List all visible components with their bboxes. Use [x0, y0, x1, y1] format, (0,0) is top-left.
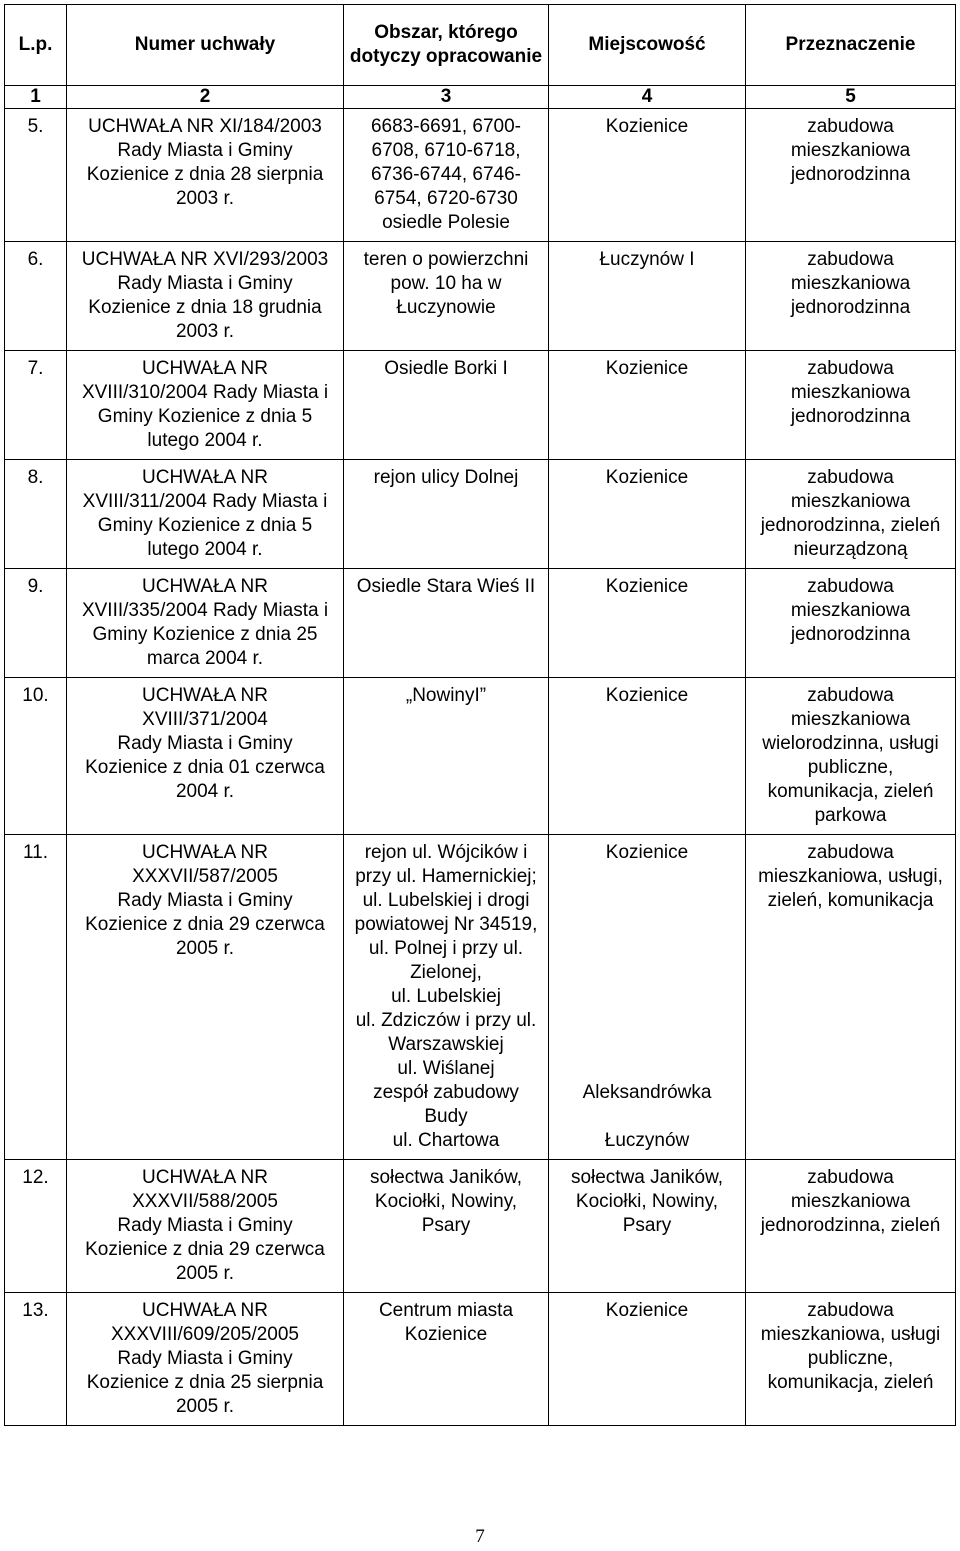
cell-line [551, 1105, 743, 1129]
cell-line: Kozienice [605, 842, 689, 863]
column-number: 3 [344, 86, 549, 109]
cell-line: mieszkaniowa [790, 382, 911, 403]
cell-line: ul. Lubelskiej i drogi [362, 890, 530, 911]
resolution-number-cell [67, 1160, 344, 1293]
cell-line: sołectwa Janików, [570, 1167, 724, 1188]
area-cell [344, 351, 549, 460]
purpose-cell [746, 109, 956, 242]
cell-line: Gminy Kozienice z dnia 5 [97, 406, 313, 427]
cell-line: Rady Miasta i Gminy [117, 733, 293, 754]
cell-line: UCHWAŁA NR [142, 467, 268, 488]
table-row [5, 351, 956, 460]
cell-line: Kociołki, Nowiny, [374, 1191, 518, 1212]
resolution-number-cell [67, 460, 344, 569]
cell-line: przy ul. Hamernickiej; [355, 866, 537, 887]
cell-line: pow. 10 ha w [390, 273, 502, 294]
cell-line: zabudowa [807, 358, 894, 379]
cell-line: publiczne, [807, 1348, 894, 1369]
table-body [5, 109, 956, 1426]
cell-line: Kozienice [605, 685, 689, 706]
cell-line: zabudowa [807, 685, 894, 706]
purpose-cell [746, 242, 956, 351]
locality-cell [549, 351, 746, 460]
cell-line: Kozienice [605, 576, 689, 597]
cell-line: zabudowa [807, 576, 894, 597]
cell-line: zabudowa [807, 467, 894, 488]
cell-line: Rady Miasta i Gminy [117, 140, 293, 161]
column-number: 1 [5, 86, 67, 109]
locality-cell [549, 835, 746, 1160]
cell-line: komunikacja, zieleń [767, 781, 934, 802]
area-cell [344, 460, 549, 569]
cell-line: 2005 r. [175, 1396, 235, 1417]
cell-line: mieszkaniowa [790, 600, 911, 621]
cell-line: jednorodzinna [790, 297, 911, 318]
cell-line: Psary [421, 1215, 471, 1236]
cell-line [551, 889, 743, 913]
row-number-cell: 5. [5, 109, 67, 242]
cell-line: powiatowej Nr 34519, [354, 914, 538, 935]
area-cell [344, 835, 549, 1160]
cell-line: XVIII/335/2004 Rady Miasta i [81, 600, 329, 621]
cell-line [551, 1009, 743, 1033]
area-cell [344, 1160, 549, 1293]
cell-line: ul. Polnej i przy ul. [368, 938, 524, 959]
cell-line: Osiedle Stara Wieś II [356, 576, 536, 597]
column-number-row [5, 86, 956, 109]
cell-line: ul. Wiślanej [397, 1058, 495, 1079]
purpose-cell [746, 460, 956, 569]
area-cell [344, 109, 549, 242]
cell-line: Łuczynów I [599, 249, 695, 270]
cell-line: mieszkaniowa [790, 491, 911, 512]
cell-line: 2003 r. [175, 188, 235, 209]
header-numer-uchwaly: Numer uchwały [67, 5, 344, 86]
cell-line: Psary [622, 1215, 672, 1236]
cell-line: wielorodzinna, usługi [762, 733, 939, 754]
cell-line: Aleksandrówka [582, 1082, 712, 1103]
table-row [5, 835, 956, 1160]
cell-line: rejon ulicy Dolnej [373, 467, 519, 488]
cell-line: Kozienice z dnia 28 sierpnia [86, 164, 324, 185]
cell-line: Kozienice [605, 358, 689, 379]
cell-line: Kociołki, Nowiny, [575, 1191, 719, 1212]
purpose-cell [746, 1293, 956, 1426]
table-row [5, 569, 956, 678]
cell-line: XVIII/310/2004 Rady Miasta i [81, 382, 329, 403]
page-number: 7 [475, 1526, 485, 1547]
cell-line: Budy [424, 1106, 468, 1127]
cell-line: Kozienice [605, 116, 689, 137]
cell-line: Kozienice z dnia 29 czerwca [85, 1239, 325, 1260]
cell-line: Kozienice [605, 1300, 689, 1321]
resolution-number-cell [67, 678, 344, 835]
cell-line: Kozienice z dnia 01 czerwca [85, 757, 325, 778]
cell-line: 6708, 6710-6718, [371, 140, 521, 161]
purpose-cell [746, 569, 956, 678]
row-number-cell: 12. [5, 1160, 67, 1293]
table-row [5, 1160, 956, 1293]
row-number-cell: 10. [5, 678, 67, 835]
cell-line [551, 865, 743, 889]
cell-line: Kozienice z dnia 29 czerwca [85, 914, 325, 935]
cell-line: ul. Lubelskiej [391, 986, 501, 1007]
cell-line: ul. Zdziczów i przy ul. [355, 1010, 537, 1031]
cell-line: XXXVII/587/2005 [132, 866, 278, 887]
cell-line [551, 985, 743, 1009]
header-miejscowosc: Miejscowość [549, 5, 746, 86]
cell-line: XXXVII/588/2005 [132, 1191, 278, 1212]
cell-line [551, 1033, 743, 1057]
cell-line: zespół zabudowy [373, 1082, 519, 1103]
cell-line: 2005 r. [175, 1263, 235, 1284]
purpose-cell [746, 351, 956, 460]
cell-line: komunikacja, zieleń [767, 1372, 934, 1393]
row-number-cell: 6. [5, 242, 67, 351]
cell-line: mieszkaniowa [790, 273, 911, 294]
header-lp: L.p. [5, 5, 67, 86]
resolution-number-cell [67, 351, 344, 460]
area-cell [344, 242, 549, 351]
header-przeznaczenie: Przeznaczenie [746, 5, 956, 86]
resolution-number-cell [67, 569, 344, 678]
cell-line [551, 961, 743, 985]
cell-line: 2004 r. [175, 781, 235, 802]
cell-line: XXXVIII/609/205/2005 [110, 1324, 300, 1345]
cell-line: UCHWAŁA NR XI/184/2003 [88, 116, 322, 137]
cell-line: teren o powierzchni [363, 249, 529, 270]
cell-line: Gminy Kozienice z dnia 25 [92, 624, 318, 645]
cell-line: jednorodzinna [790, 406, 911, 427]
row-number-cell: 7. [5, 351, 67, 460]
cell-line: jednorodzinna, zieleń [760, 515, 941, 536]
table-row [5, 1293, 956, 1426]
column-number: 2 [67, 86, 344, 109]
locality-cell [549, 569, 746, 678]
cell-line: jednorodzinna [790, 624, 911, 645]
cell-line: parkowa [814, 805, 887, 826]
cell-line: UCHWAŁA NR [142, 1300, 268, 1321]
cell-line: Kozienice z dnia 18 grudnia [88, 297, 322, 318]
cell-line: zabudowa [807, 249, 894, 270]
cell-line: mieszkaniowa, usługi [760, 1324, 941, 1345]
cell-line: zabudowa [807, 116, 894, 137]
cell-line: UCHWAŁA NR [142, 358, 268, 379]
cell-line: zabudowa [807, 1167, 894, 1188]
area-cell [344, 569, 549, 678]
header-obszar: Obszar, którego dotyczy opracowanie [344, 5, 549, 86]
row-number-cell: 11. [5, 835, 67, 1160]
column-number: 4 [549, 86, 746, 109]
cell-line: rejon ul. Wójcików i [364, 842, 528, 863]
cell-line: nieurządzoną [793, 539, 908, 560]
purpose-cell [746, 678, 956, 835]
cell-line: mieszkaniowa, usługi, [758, 866, 943, 887]
cell-line: lutego 2004 r. [147, 539, 263, 560]
resolution-number-cell [67, 835, 344, 1160]
table-row [5, 460, 956, 569]
table-row [5, 109, 956, 242]
cell-line: 6736-6744, 6746- [370, 164, 521, 185]
cell-line: Zielonej, [410, 962, 482, 983]
cell-line: Rady Miasta i Gminy [117, 273, 293, 294]
header-row [5, 5, 956, 86]
column-number: 5 [746, 86, 956, 109]
locality-cell [549, 242, 746, 351]
cell-line: Gminy Kozienice z dnia 5 [97, 515, 313, 536]
cell-line: jednorodzinna [790, 164, 911, 185]
cell-line: 2003 r. [175, 321, 235, 342]
cell-line: XVIII/371/2004 [142, 709, 268, 730]
cell-line: 2005 r. [175, 938, 235, 959]
cell-line: Kozienice [605, 467, 689, 488]
cell-line: publiczne, [807, 757, 894, 778]
cell-line: marca 2004 r. [146, 648, 264, 669]
table-row [5, 242, 956, 351]
cell-line: UCHWAŁA NR [142, 576, 268, 597]
row-number-cell: 13. [5, 1293, 67, 1426]
cell-line: „NowinyI” [405, 685, 487, 706]
area-cell [344, 678, 549, 835]
purpose-cell [746, 1160, 956, 1293]
resolution-number-cell [67, 1293, 344, 1426]
cell-line: Łuczynowie [396, 297, 496, 318]
locality-cell [549, 109, 746, 242]
cell-line: 6683-6691, 6700- [370, 116, 521, 137]
cell-line: mieszkaniowa [790, 140, 911, 161]
area-cell [344, 1293, 549, 1426]
cell-line: UCHWAŁA NR [142, 685, 268, 706]
resolution-number-cell [67, 242, 344, 351]
cell-line: Rady Miasta i Gminy [117, 1215, 293, 1236]
cell-line: zabudowa [807, 842, 894, 863]
cell-line: Łuczynów [604, 1130, 690, 1151]
locality-cell [549, 678, 746, 835]
purpose-cell [746, 835, 956, 1160]
cell-line: Kozienice z dnia 25 sierpnia [86, 1372, 324, 1393]
resolution-number-cell [67, 109, 344, 242]
cell-line: zabudowa [807, 1300, 894, 1321]
cell-line: Osiedle Borki I [384, 358, 508, 379]
cell-line: UCHWAŁA NR XVI/293/2003 [81, 249, 329, 270]
cell-line: Rady Miasta i Gminy [117, 890, 293, 911]
cell-line: 6754, 6720-6730 [374, 188, 518, 209]
cell-line: Rady Miasta i Gminy [117, 1348, 293, 1369]
cell-line: Warszawskiej [388, 1034, 504, 1055]
cell-line [551, 1057, 743, 1081]
cell-line [551, 913, 743, 937]
cell-line: mieszkaniowa [790, 709, 911, 730]
cell-line: sołectwa Janików, [369, 1167, 523, 1188]
resolutions-table [4, 4, 956, 1426]
cell-line: jednorodzinna, zieleń [760, 1215, 941, 1236]
cell-line: Kozienice [404, 1324, 488, 1345]
row-number-cell: 8. [5, 460, 67, 569]
cell-line: lutego 2004 r. [147, 430, 263, 451]
cell-line: osiedle Polesie [382, 212, 510, 233]
locality-cell [549, 460, 746, 569]
locality-cell [549, 1293, 746, 1426]
cell-line: Centrum miasta [378, 1300, 514, 1321]
table-row [5, 678, 956, 835]
cell-line: XVIII/311/2004 Rady Miasta i [82, 491, 328, 512]
cell-line: mieszkaniowa [790, 1191, 911, 1212]
cell-line: UCHWAŁA NR [142, 1167, 268, 1188]
cell-line: UCHWAŁA NR [142, 842, 268, 863]
locality-cell [549, 1160, 746, 1293]
cell-line: zieleń, komunikacja [767, 890, 934, 911]
cell-line [551, 937, 743, 961]
row-number-cell: 9. [5, 569, 67, 678]
cell-line: ul. Chartowa [392, 1130, 500, 1151]
